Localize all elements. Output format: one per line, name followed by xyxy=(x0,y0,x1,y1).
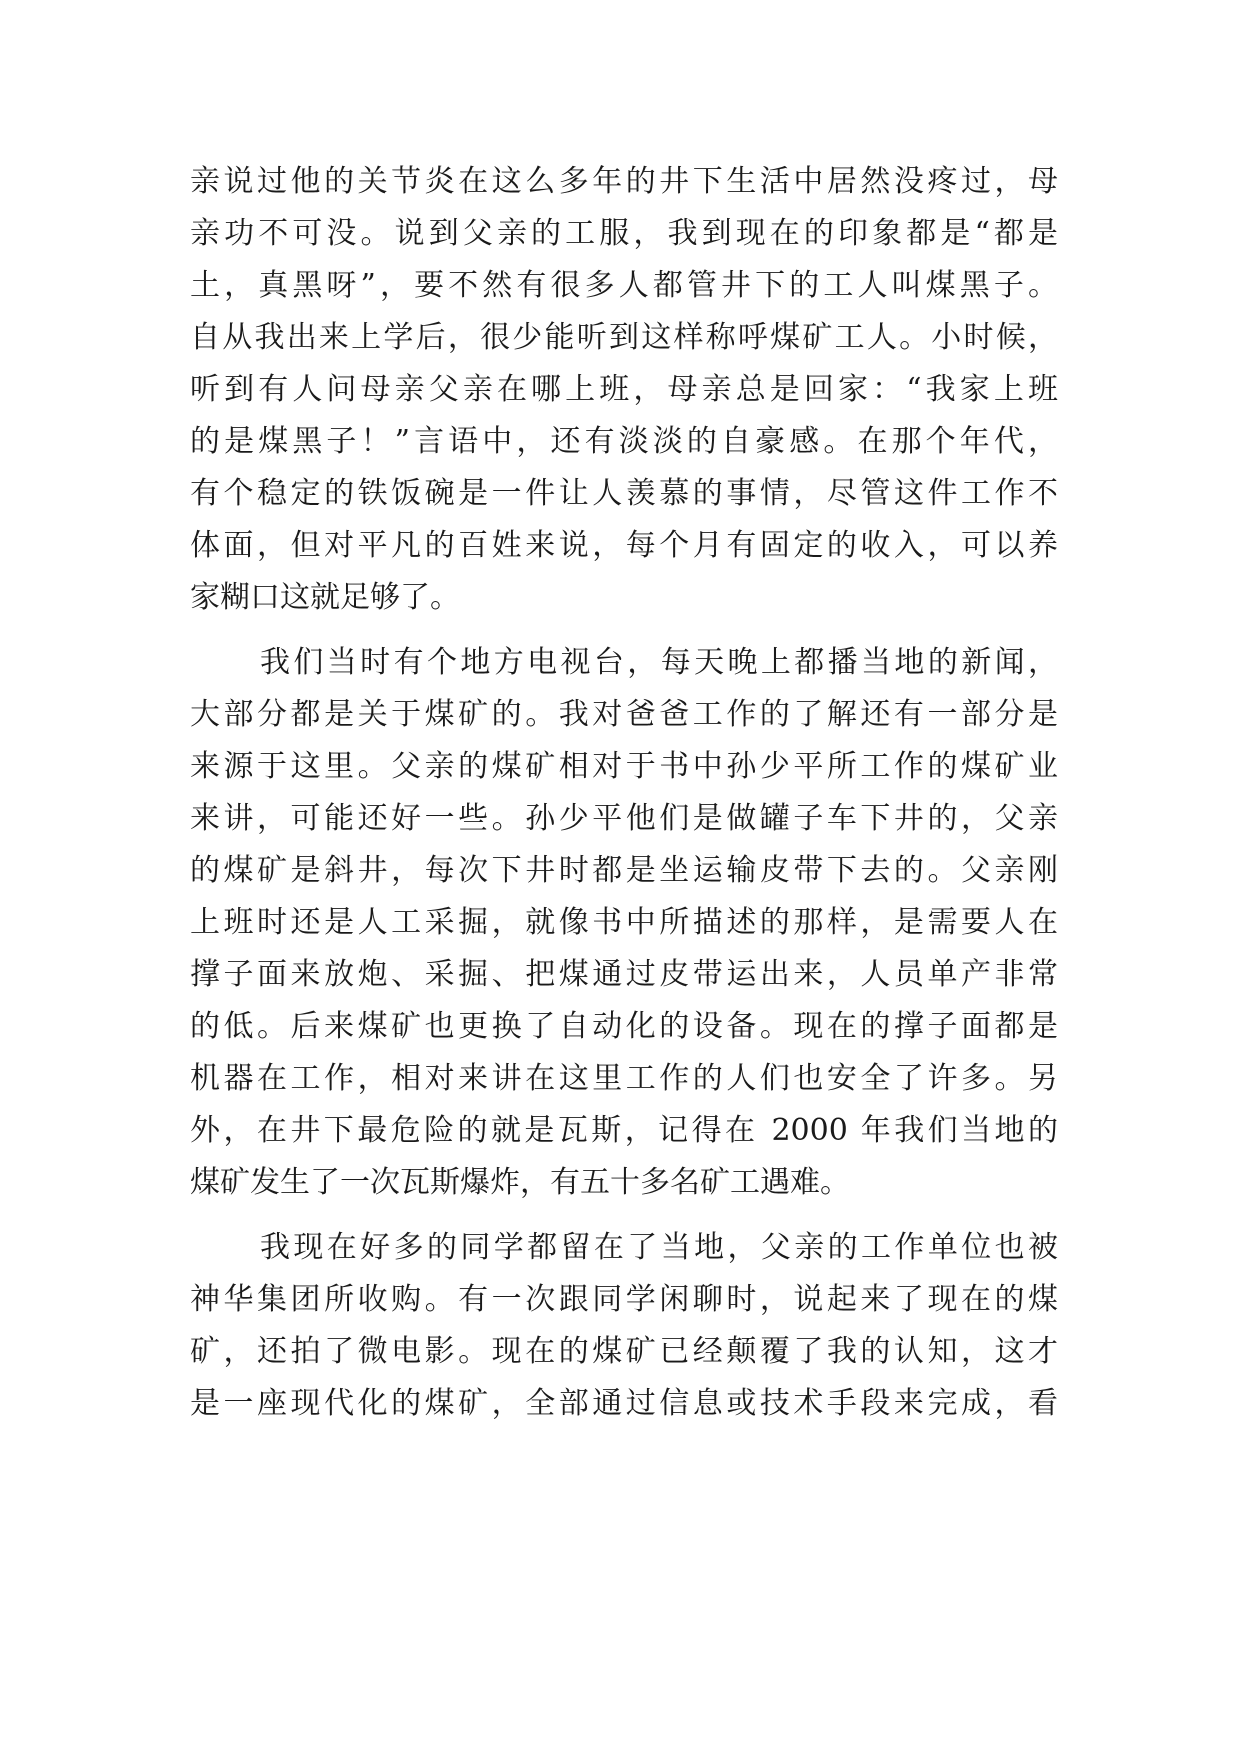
paragraph-1 xyxy=(190,156,1058,624)
text-line: 我现在好多的同学都留在了当地，父亲的工作单位也被 xyxy=(260,1230,1058,1265)
text-line: 是一座现代化的煤矿，全部通过信息或技术手段来完成，看 xyxy=(190,1386,1058,1421)
text-line: 有个稳定的铁饭碗是一件让人羡慕的事情，尽管这件工作不 xyxy=(190,476,1058,511)
text-line: 机器在工作，相对来讲在这里工作的人们也安全了许多。另 xyxy=(190,1061,1058,1096)
text-line: 体面，但对平凡的百姓来说，每个月有固定的收入，可以养 xyxy=(190,528,1058,563)
text-line: 煤矿发生了一次瓦斯爆炸，有五十多名矿工遇难。 xyxy=(190,1165,850,1200)
body-text xyxy=(190,156,1058,1430)
text-line: 土，真黑呀”，要不然有很多人都管井下的工人叫煤黑子。 xyxy=(190,268,1058,303)
text-line: 的是煤黑子！”言语中，还有淡淡的自豪感。在那个年代， xyxy=(190,424,1058,459)
text-line: 外，在井下最危险的就是瓦斯，记得在 2000 年我们当地的 xyxy=(190,1113,1058,1148)
text-line: 家糊口这就足够了。 xyxy=(190,580,460,615)
text-line: 亲功不可没。说到父亲的工服，我到现在的印象都是“都是 xyxy=(190,216,1058,251)
text-line: 自从我出来上学后，很少能听到这样称呼煤矿工人。小时候， xyxy=(190,320,1058,355)
paragraph-2 xyxy=(190,637,1058,1209)
text-line: 亲说过他的关节炎在这么多年的井下生活中居然没疼过，母 xyxy=(190,164,1058,199)
text-line: 大部分都是关于煤矿的。我对爸爸工作的了解还有一部分是 xyxy=(190,697,1058,732)
text-line: 我们当时有个地方电视台，每天晚上都播当地的新闻， xyxy=(260,645,1058,680)
text-line: 的低。后来煤矿也更换了自动化的设备。现在的撑子面都是 xyxy=(190,1009,1058,1044)
text-line: 神华集团所收购。有一次跟同学闲聊时，说起来了现在的煤 xyxy=(190,1282,1058,1317)
paragraph-3 xyxy=(190,1222,1058,1430)
paragraph-spacer xyxy=(190,624,1058,637)
text-line: 矿，还拍了微电影。现在的煤矿已经颠覆了我的认知，这才 xyxy=(190,1334,1058,1369)
text-line: 听到有人问母亲父亲在哪上班，母亲总是回家：“我家上班 xyxy=(190,372,1058,407)
text-line: 上班时还是人工采掘，就像书中所描述的那样，是需要人在 xyxy=(190,905,1058,940)
text-line: 来源于这里。父亲的煤矿相对于书中孙少平所工作的煤矿业 xyxy=(190,749,1058,784)
paragraph-spacer xyxy=(190,1209,1058,1222)
text-line: 的煤矿是斜井，每次下井时都是坐运输皮带下去的。父亲刚 xyxy=(190,853,1058,888)
text-line: 来讲，可能还好一些。孙少平他们是做罐子车下井的，父亲 xyxy=(190,801,1058,836)
text-line: 撑子面来放炮、采掘、把煤通过皮带运出来，人员单产非常 xyxy=(190,957,1058,992)
